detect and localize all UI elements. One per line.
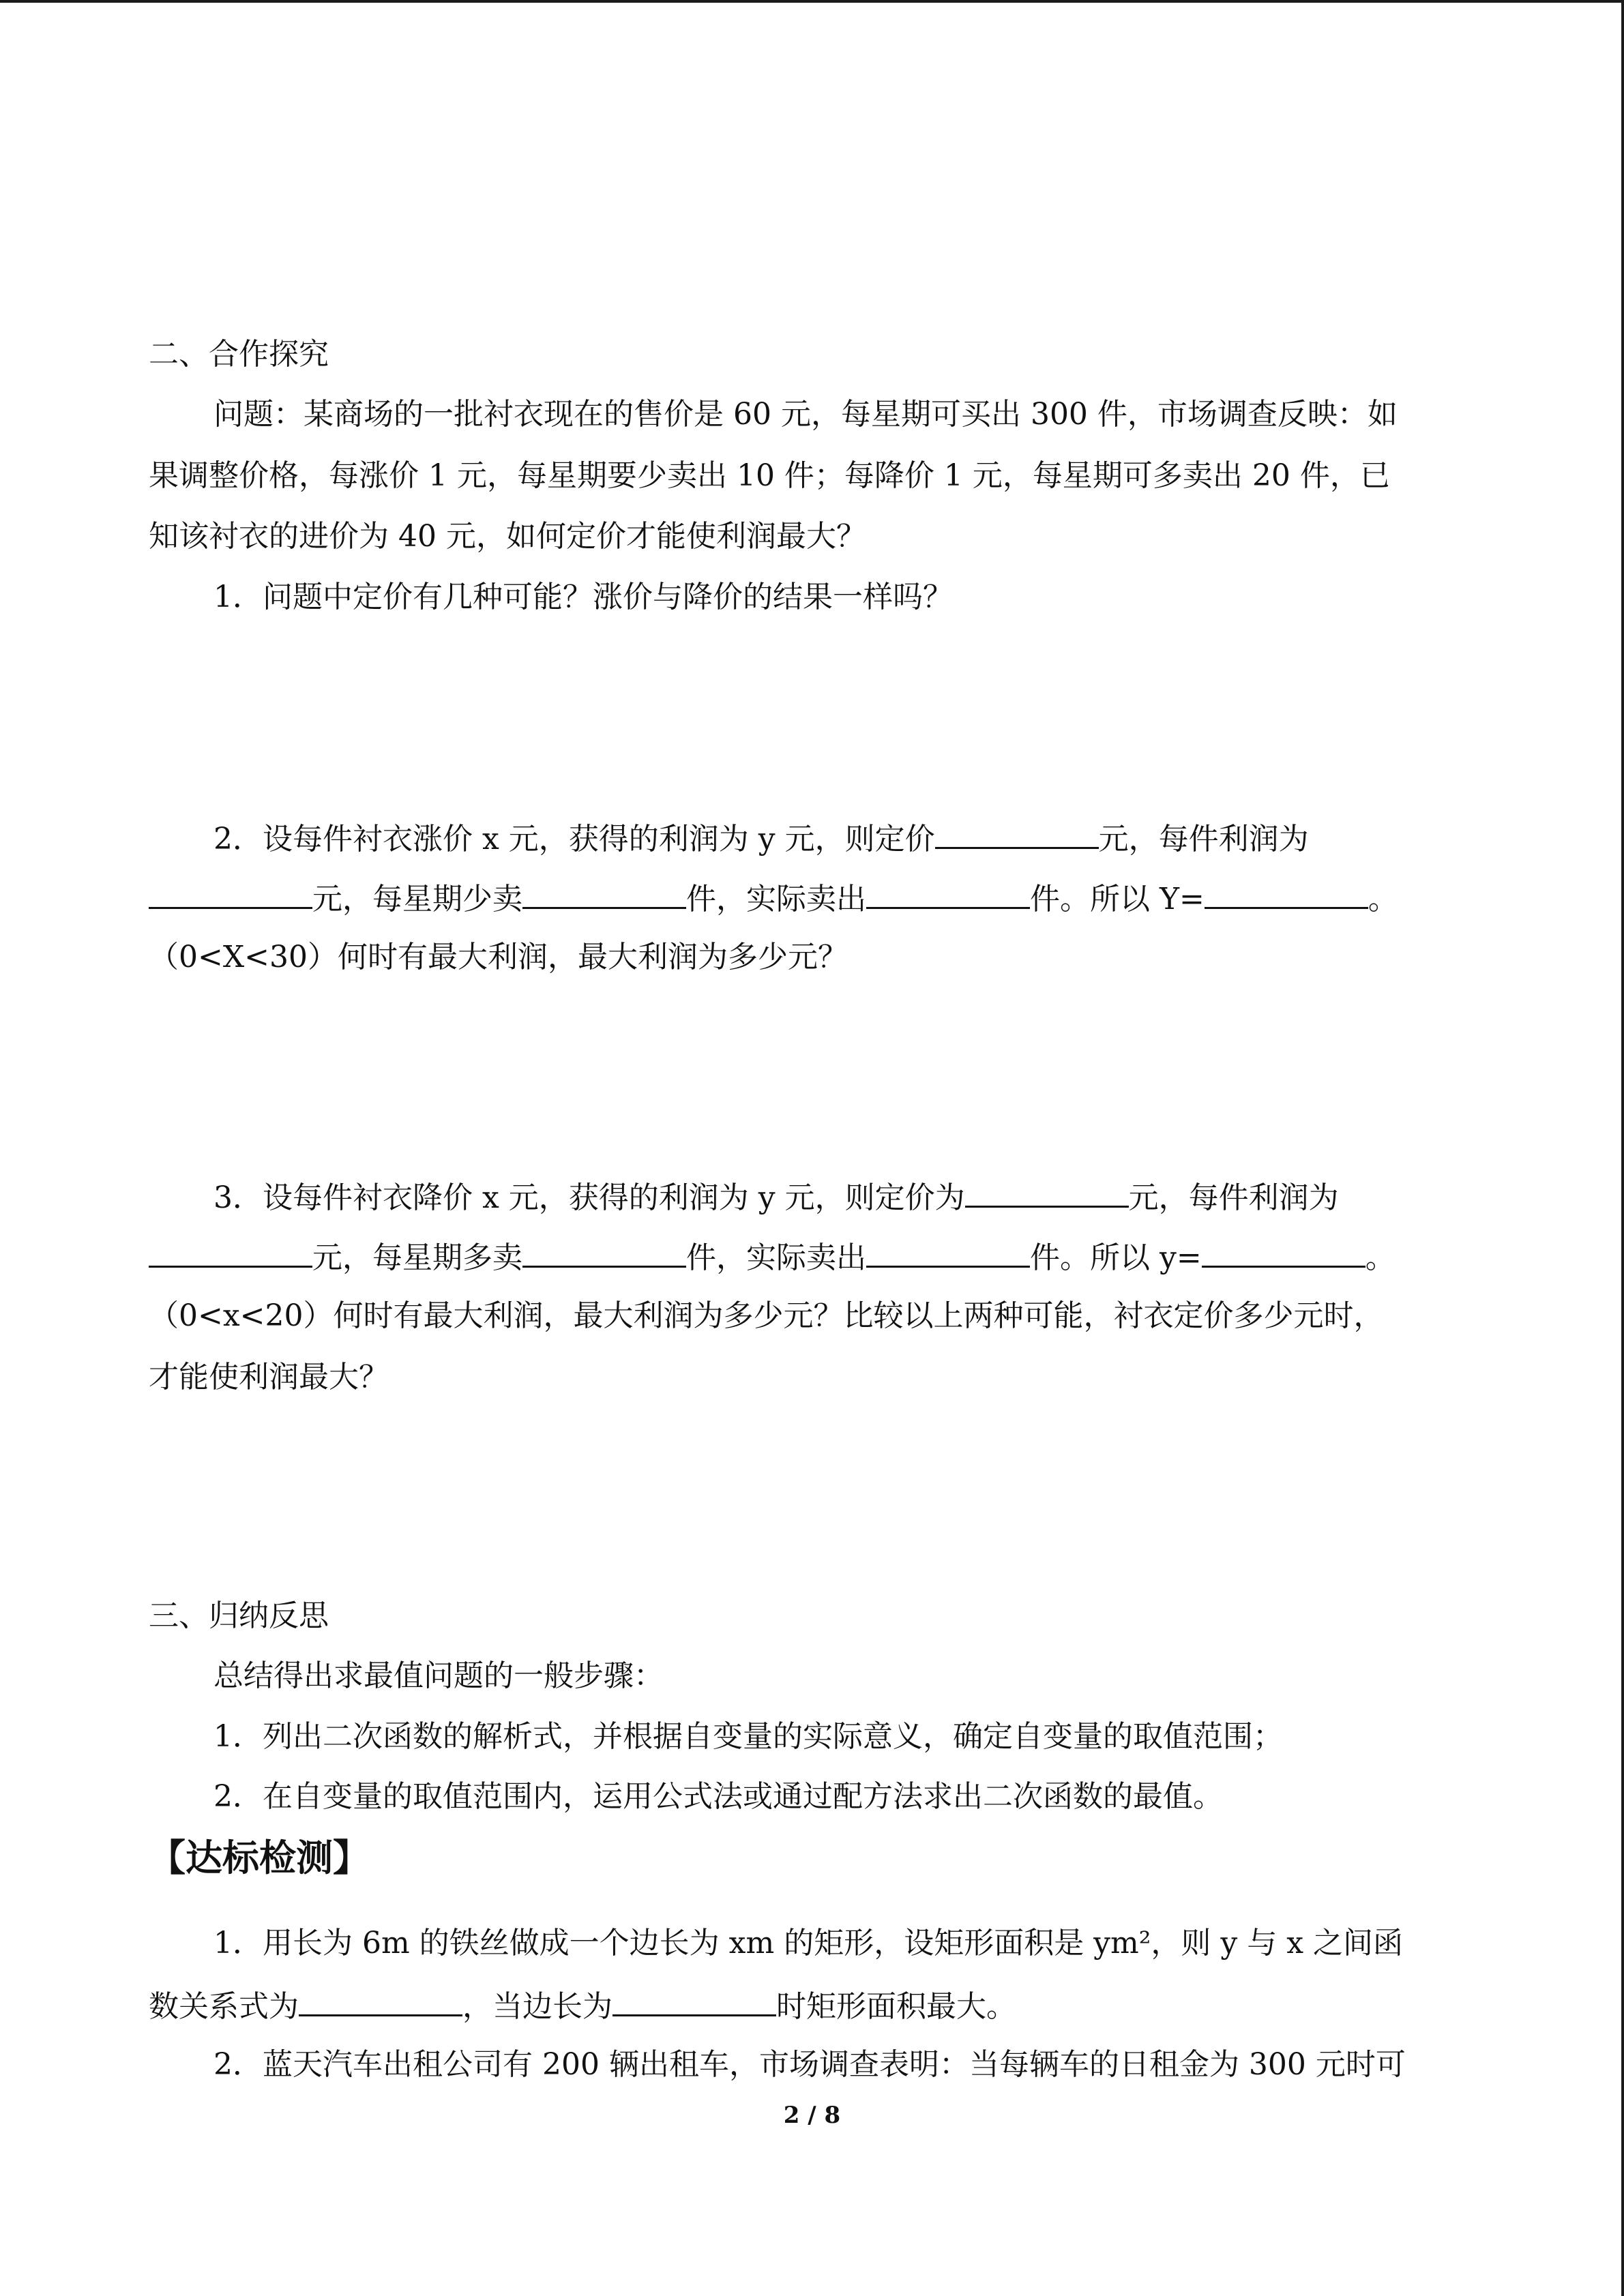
q2-blank-unit-profit[interactable] xyxy=(149,877,312,909)
q2-text-a: 2．设每件衬衣涨价 x 元，获得的利润为 y 元，则定价 xyxy=(213,822,935,856)
page-top-border xyxy=(0,0,1624,3)
test-q1-text-c: 时矩形面积最大。 xyxy=(776,1989,1016,2024)
section3-step-2: 2．在自变量的取值范围内，运用公式法或通过配方法求出二次函数的最值。 xyxy=(213,1779,1223,1814)
test-q1-line-2 xyxy=(149,1984,1016,2027)
q2-blank-price[interactable] xyxy=(935,817,1099,849)
q3-text-e: 件。所以 y= xyxy=(1030,1240,1202,1275)
test-q1-text-b: ，当边长为 xyxy=(462,1989,612,2024)
q3-blank-actual-sold[interactable] xyxy=(866,1236,1030,1268)
question-1: 1．问题中定价有几种可能？涨价与降价的结果一样吗？ xyxy=(213,580,953,614)
q2-blank-less-sold[interactable] xyxy=(522,877,686,909)
test-q1-blank-function[interactable] xyxy=(299,1984,462,2016)
question-2-line-1 xyxy=(213,817,1309,860)
q3-blank-more-sold[interactable] xyxy=(522,1236,686,1268)
test-q1-blank-side[interactable] xyxy=(612,1984,776,2016)
section2-title: 二、合作探究 xyxy=(149,337,329,372)
test-heading: 【达标检测】 xyxy=(149,1836,370,1879)
q3-text-d: 件，实际卖出 xyxy=(686,1240,866,1275)
q2-blank-actual-sold[interactable] xyxy=(866,877,1030,909)
problem-line-3: 知该衬衣的进价为 40 元，如何定价才能使利润最大？ xyxy=(149,519,866,554)
test-q1-text-a: 数关系式为 xyxy=(149,1989,299,2024)
section3-step-1: 1．列出二次函数的解析式，并根据自变量的实际意义，确定自变量的取值范围； xyxy=(213,1719,1283,1754)
q2-text-c: 元，每星期少卖 xyxy=(312,882,522,916)
q3-text-b: 元，每件利润为 xyxy=(1128,1180,1339,1215)
q3-text-a: 3．设每件衬衣降价 x 元，获得的利润为 y 元，则定价为 xyxy=(213,1180,965,1215)
question-3-line-2 xyxy=(149,1236,1396,1279)
problem-line-2: 果调整价格，每涨价 1 元，每星期要少卖出 10 件；每降价 1 元，每星期可多卖出 20 件，已 xyxy=(149,458,1390,493)
q3-blank-price[interactable] xyxy=(965,1176,1129,1208)
q2-text-f: 。 xyxy=(1368,882,1398,916)
q2-blank-function[interactable] xyxy=(1205,877,1368,909)
q3-blank-unit-profit[interactable] xyxy=(149,1236,312,1268)
test-q2-line-1: 2．蓝天汽车出租公司有 200 辆出租车，市场调查表明：当每辆车的日租金为 300 元时可 xyxy=(213,2047,1406,2082)
q2-text-d: 件，实际卖出 xyxy=(686,882,866,916)
q3-text-c: 元，每星期多卖 xyxy=(312,1240,522,1275)
problem-line-1: 问题：某商场的一批衬衣现在的售价是 60 元，每星期可买出 300 件，市场调查反映：如 xyxy=(213,397,1398,432)
q2-text-b: 元，每件利润为 xyxy=(1098,822,1309,856)
question-2-line-2 xyxy=(149,877,1398,920)
question-3-line-4: 才能使利润最大？ xyxy=(149,1360,389,1395)
section3-intro: 总结得出求最值问题的一般步骤： xyxy=(213,1658,664,1693)
question-3-line-3: （0<x<20）何时有最大利润，最大利润为多少元？比较以上两种可能，衬衣定价多少元时， xyxy=(149,1298,1384,1333)
question-2-line-3: （0<X<30）何时有最大利润，最大利润为多少元？ xyxy=(149,940,848,974)
q3-text-f: 。 xyxy=(1365,1240,1396,1275)
q3-blank-function[interactable] xyxy=(1202,1236,1365,1268)
section3-title: 三、归纳反思 xyxy=(149,1598,329,1633)
page-right-border xyxy=(1621,0,1624,2296)
question-3-line-1 xyxy=(213,1176,1339,1219)
test-q1-line-1: 1．用长为 6m 的铁丝做成一个边长为 xm 的矩形，设矩形面积是 ym²，则 y 与 x 之间函 xyxy=(213,1926,1404,1960)
page-number: 2 / 8 xyxy=(783,2102,841,2129)
q2-text-e: 件。所以 Y= xyxy=(1030,882,1205,916)
